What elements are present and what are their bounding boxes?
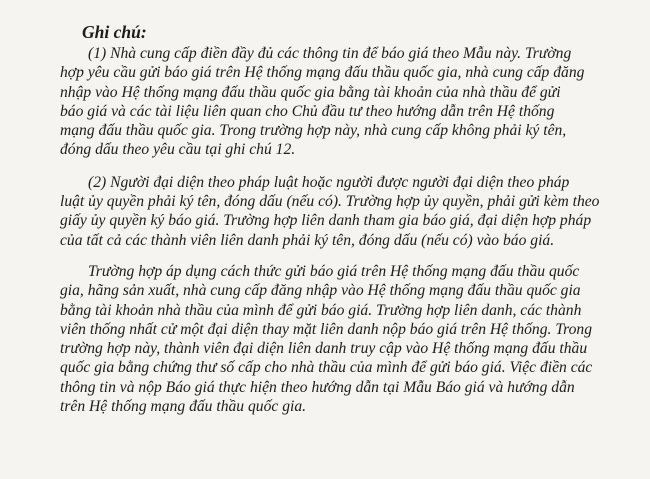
note-1-paragraph (60, 44, 626, 160)
note-3-line: trên Hệ thống mạng đấu thầu quốc gia. (60, 398, 307, 416)
note-2-line: giấy ủy quyền ký báo giá. Trường hợp liên danh tham gia báo giá, đại diện hợp pháp (60, 212, 592, 230)
note-1-line: đóng dấu theo yêu cầu tại ghi chú 12. (60, 141, 296, 159)
note-1-line: nhập vào Hệ thống mạng đấu thầu quốc gia bằng tài khoản của nhà thầu để gửi (60, 83, 561, 101)
note-1-line: báo giá và các tài liệu liên quan cho Chủ đầu tư theo hướng dẫn trên Hệ thống (60, 102, 555, 120)
note-2-line: luật ủy quyền phải ký tên, đóng dấu (nếu có). Trường hợp ủy quyền, phải gửi kèm theo (60, 193, 600, 211)
note-3-line: gia, hãng sản xuất, nhà cung cấp đăng nhập vào Hệ thống mạng đấu thầu quốc gia (60, 282, 581, 300)
note-1-line: mạng đấu thầu quốc gia. Trong trường hợp này, nhà cung cấp không phải ký tên, (60, 122, 567, 140)
note-3-line: thông tin và nộp Báo giá thực hiện theo hướng dẫn tại Mẫu Báo giá và hướng dẫn (60, 378, 575, 396)
note-1-line: (1) Nhà cung cấp điền đầy đủ các thông tin để báo giá theo Mẫu này. Trường (88, 45, 572, 62)
note-3-line: quốc gia bằng chứng thư số cấp cho nhà thầu của mình để gửi báo giá. Việc điền các (60, 359, 593, 377)
note-1-line: hợp yêu cầu gửi báo giá trên Hệ thống mạng đấu thầu quốc gia, nhà cung cấp đăng (60, 64, 585, 82)
note-3-line: trường hợp này, thành viên đại diện liên danh truy cập vào Hệ thống mạng đấu thầu (60, 340, 588, 358)
note-3-line: viên thống nhất cử một đại diện thay mặt liên danh nộp báo giá trên Hệ thống. Trong (60, 320, 593, 338)
note-3-line: bằng tài khoản nhà thầu của mình để gửi báo giá. Trường hợp liên danh, các thành (60, 301, 582, 319)
note-2-paragraph (60, 173, 626, 250)
note-2-line: của tất cả các thành viên liên danh phải ký tên, đóng dấu (nếu có) vào báo giá. (60, 231, 555, 249)
notes-heading: Ghi chú: (82, 22, 147, 42)
note-3-paragraph (60, 262, 626, 416)
note-2-line: (2) Người đại diện theo pháp luật hoặc người được người đại diện theo pháp (88, 173, 570, 191)
note-3-line: Trường hợp áp dụng cách thức gửi báo giá trên Hệ thống mạng đấu thầu quốc (88, 262, 580, 280)
